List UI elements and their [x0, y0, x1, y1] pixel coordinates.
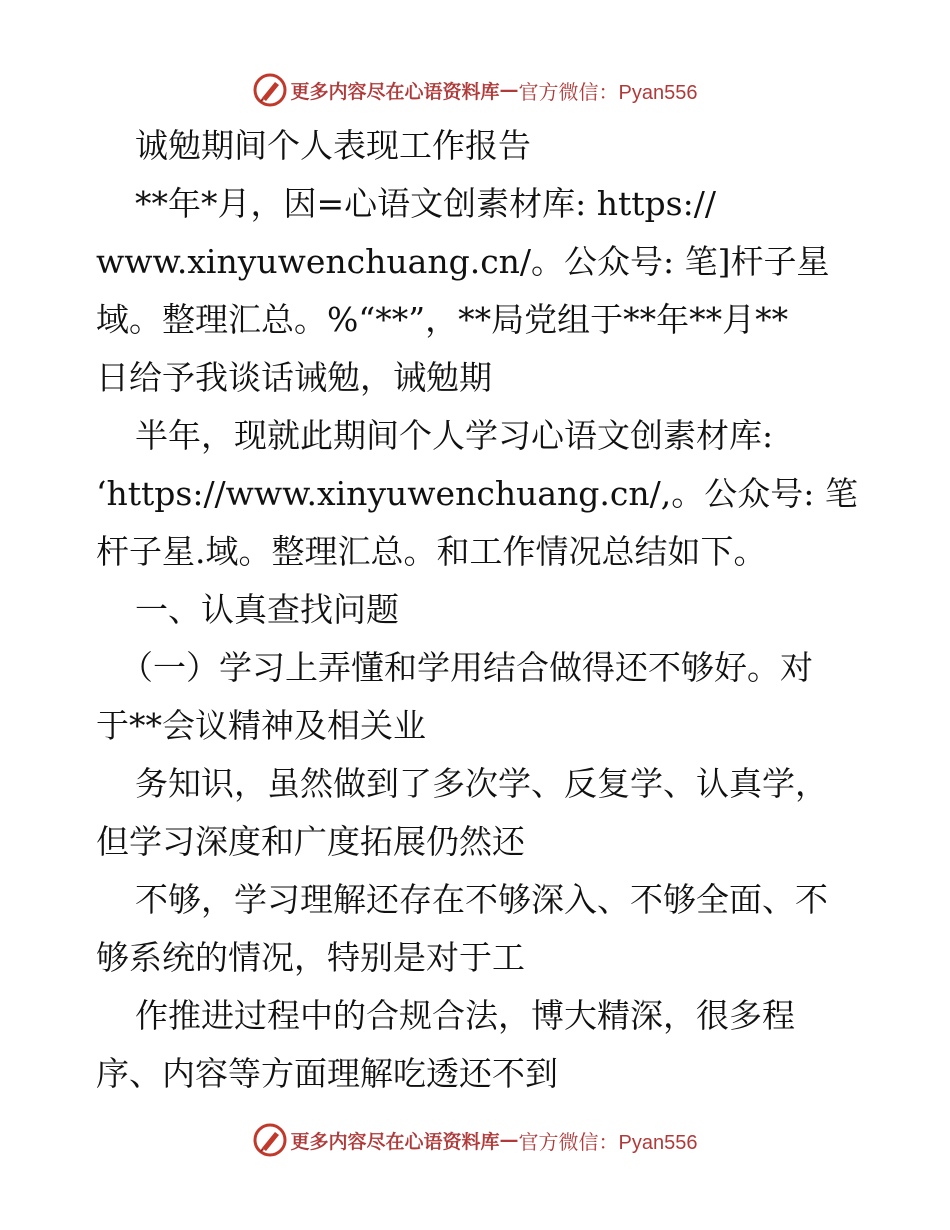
paragraph-line: **年*月，因=心语文创素材库: https://	[135, 184, 716, 223]
paragraph-line: 于**会议精神及相关业	[96, 706, 426, 745]
pen-logo-icon	[253, 1123, 287, 1157]
paragraph-line: www.xinyuwenchuang.cn/。公众号: 笔]杆子星	[96, 242, 830, 281]
banner-slogan: 更多内容尽在心语资料库	[290, 80, 500, 103]
paragraph-line: 但学习深度和广度拓展仍然还	[96, 822, 525, 861]
header-banner	[0, 70, 950, 110]
banner-wechat: 官方微信：Pyan556	[518, 1131, 698, 1154]
banner-separator: —	[499, 1129, 519, 1151]
paragraph-line: ‘https://www.xinyuwenchuang.cn/,。公众号: 笔	[96, 474, 858, 513]
paragraph-line: 半年，现就此期间个人学习心语文创素材库:	[135, 416, 774, 455]
pen-logo-icon	[253, 73, 287, 107]
section-heading: 一、认真查找问题	[135, 590, 399, 629]
document-title: 诚勉期间个人表现工作报告	[135, 126, 531, 165]
banner-wechat: 官方微信：Pyan556	[518, 81, 698, 104]
banner-separator: —	[499, 79, 519, 101]
paragraph-line: 务知识，虽然做到了多次学、反复学、认真学，	[135, 764, 828, 803]
paragraph-line: 不够，学习理解还存在不够深入、不够全面、不	[135, 880, 828, 919]
paragraph-line: 作推进过程中的合规合法，博大精深，很多程	[135, 996, 795, 1035]
banner-slogan: 更多内容尽在心语资料库	[290, 1130, 500, 1153]
paragraph-line: 够系统的情况，特别是对于工	[96, 938, 525, 977]
paragraph-line: 杆子星.域。整理汇总。和工作情况总结如下。	[96, 532, 767, 571]
paragraph-line: 域。整理汇总。%“**”，**局党组于**年**月**	[96, 300, 789, 339]
paragraph-line: 序、内容等方面理解吃透还不到	[96, 1054, 558, 1093]
footer-banner	[0, 1120, 950, 1160]
paragraph-line: 日给予我谈话诫勉，诫勉期	[96, 358, 492, 397]
subsection-line: （一）学习上弄懂和学用结合做得还不够好。对	[120, 648, 813, 687]
